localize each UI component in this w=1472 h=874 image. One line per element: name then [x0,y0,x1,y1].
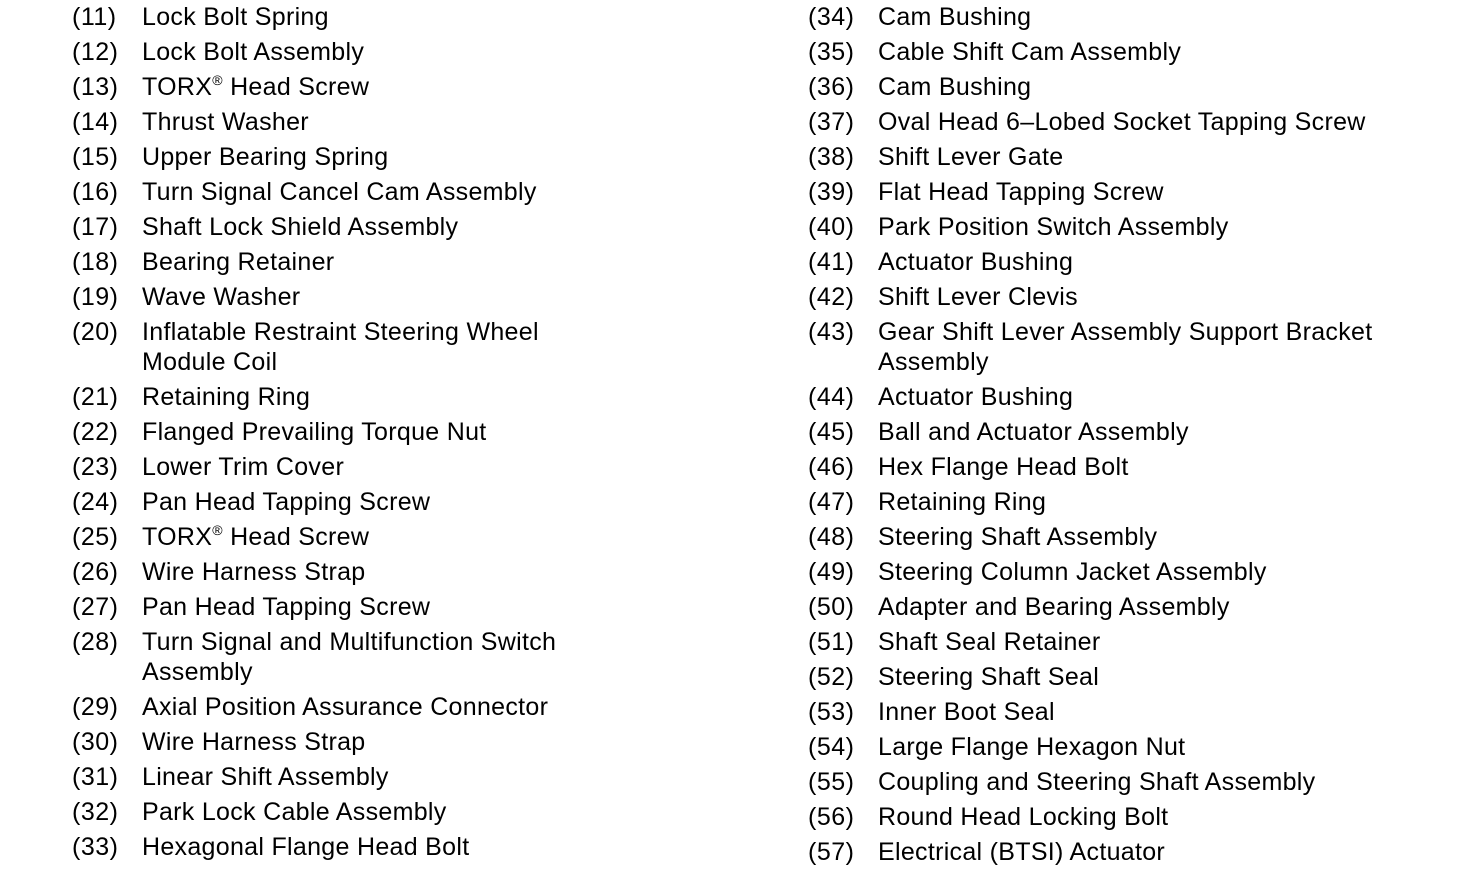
legend-item [72,247,712,277]
item-name [878,417,1448,447]
legend-item [808,247,1448,277]
item-name-text: Shift Lever Gate [878,143,1064,171]
item-name-text: Hex Flange Head Bolt [878,453,1129,481]
item-number: (30) [72,728,119,756]
item-name [142,37,712,67]
item-name [878,72,1448,102]
item-name-text: Inflatable Restraint Steering Wheel Module Coil [142,318,539,376]
item-name-text: Retaining Ring [878,488,1047,516]
item-name [142,727,712,757]
legend-item [72,382,712,412]
item-name-text: Lower Trim Cover [142,453,345,481]
item-number: (15) [72,143,119,171]
item-name-text: Adapter and Bearing Assembly [878,593,1230,621]
item-name-text: Park Lock Cable Assembly [142,798,447,826]
legend-item [72,2,712,32]
item-name [142,522,712,552]
item-name-text: Coupling and Steering Shaft Assembly [878,768,1316,796]
item-name [142,832,712,862]
item-number: (29) [72,693,119,721]
item-name [878,522,1448,552]
item-number: (13) [72,73,119,101]
item-name [878,142,1448,172]
item-number: (17) [72,213,119,241]
item-name-text: Wave Washer [142,283,301,311]
legend-item [72,107,712,137]
item-name [142,72,712,102]
legend-item [72,832,712,862]
item-number: (21) [72,383,119,411]
legend-item [808,522,1448,552]
item-name-text: Turn Signal Cancel Cam Assembly [142,178,537,206]
legend-item [808,767,1448,797]
item-number: (38) [808,143,855,171]
item-name [142,2,712,32]
legend-item [808,732,1448,762]
item-name-text: Wire Harness Strap [142,728,366,756]
item-number: (37) [808,108,855,136]
item-number: (33) [72,833,119,861]
item-number: (36) [808,73,855,101]
item-name [878,247,1448,277]
item-name-text: Inner Boot Seal [878,698,1055,726]
item-number: (19) [72,283,119,311]
legend-item [808,557,1448,587]
item-name [878,487,1448,517]
item-number: (55) [808,768,855,796]
item-name-text: Hexagonal Flange Head Bolt [142,833,470,861]
item-name [142,107,712,137]
item-name-text: Actuator Bushing [878,383,1074,411]
item-number: (43) [808,318,855,346]
item-name [142,627,592,687]
item-name-text: Axial Position Assurance Connector [142,693,549,721]
item-number: (35) [808,38,855,66]
item-number: (23) [72,453,119,481]
item-number: (24) [72,488,119,516]
item-number: (16) [72,178,119,206]
legend-item [808,177,1448,207]
legend-item [808,72,1448,102]
item-name-text: Retaining Ring [142,383,311,411]
item-name-text: Shaft Lock Shield Assembly [142,213,459,241]
item-name [878,107,1448,137]
item-name-text: Pan Head Tapping Screw [142,593,431,621]
item-name [142,592,712,622]
item-name-text: Steering Column Jacket Assembly [878,558,1267,586]
legend-item [808,212,1448,242]
legend-item [72,592,712,622]
item-name-text: Oval Head 6–Lobed Socket Tapping Screw [878,108,1366,136]
item-name [878,557,1448,587]
item-name [878,177,1448,207]
legend-item [72,417,712,447]
legend-item [72,177,712,207]
item-number: (28) [72,628,119,656]
legend-item [808,837,1448,867]
item-number: (20) [72,318,119,346]
legend-item [72,282,712,312]
legend-item [808,142,1448,172]
item-name [142,762,712,792]
item-name-suffix: Head Screw [222,523,370,551]
item-number: (27) [72,593,119,621]
legend-item [808,627,1448,657]
legend-item [808,2,1448,32]
item-number: (22) [72,418,119,446]
item-name-text: TORX [142,73,213,101]
item-number: (32) [72,798,119,826]
legend-item [808,592,1448,622]
legend-item [72,522,712,552]
legend-item [72,692,712,722]
item-name [878,697,1448,727]
legend-item [808,802,1448,832]
item-number: (51) [808,628,855,656]
legend-item [808,382,1448,412]
item-name-text: Lock Bolt Assembly [142,38,365,66]
legend-item [808,107,1448,137]
item-name [142,382,712,412]
item-name [878,317,1438,377]
legend-item [72,557,712,587]
item-name [878,282,1448,312]
legend-item [72,37,712,67]
item-name-text: Large Flange Hexagon Nut [878,733,1186,761]
item-name [142,417,712,447]
item-name-text: Turn Signal and Multifunction Switch Assembly [142,628,557,686]
legend-item [808,37,1448,67]
item-name-text: Pan Head Tapping Screw [142,488,431,516]
legend-item [808,662,1448,692]
legend-item [72,487,712,517]
legend-item [72,762,712,792]
item-name [878,837,1448,867]
registered-mark: ® [212,72,223,88]
legend-item [808,317,1448,377]
parts-legend-right-column [808,2,1448,872]
item-name-text: Thrust Washer [142,108,309,136]
legend-item [72,142,712,172]
legend-item [72,797,712,827]
item-name [142,177,712,207]
item-number: (46) [808,453,855,481]
item-number: (14) [72,108,119,136]
legend-item [72,72,712,102]
item-name-text: Flat Head Tapping Screw [878,178,1164,206]
item-name-text: Park Position Switch Assembly [878,213,1229,241]
registered-mark: ® [212,522,223,538]
legend-item [808,282,1448,312]
item-number: (48) [808,523,855,551]
item-number: (52) [808,663,855,691]
item-name-text: Cam Bushing [878,3,1032,31]
item-number: (57) [808,838,855,866]
item-name-suffix: Head Screw [222,73,370,101]
item-number: (42) [808,283,855,311]
legend-item [808,697,1448,727]
item-number: (54) [808,733,855,761]
item-name [142,317,592,377]
item-number: (41) [808,248,855,276]
item-name [142,212,712,242]
legend-item [72,627,712,687]
item-name [878,592,1448,622]
item-name-text: Steering Shaft Seal [878,663,1100,691]
item-name-text: Upper Bearing Spring [142,143,389,171]
item-name [142,557,712,587]
item-name [878,732,1448,762]
item-name [142,142,712,172]
legend-item [808,487,1448,517]
item-name [878,2,1448,32]
item-name-text: Ball and Actuator Assembly [878,418,1189,446]
item-name [142,247,712,277]
legend-item [72,317,712,377]
legend-item [72,212,712,242]
item-number: (31) [72,763,119,791]
item-name-text: Linear Shift Assembly [142,763,389,791]
item-number: (53) [808,698,855,726]
item-number: (18) [72,248,119,276]
item-name-text: Cam Bushing [878,73,1032,101]
item-number: (25) [72,523,119,551]
item-name-text: Electrical (BTSI) Actuator [878,838,1166,866]
item-name [878,452,1448,482]
item-name-text: Gear Shift Lever Assembly Support Bracket Assembly [878,318,1373,376]
item-number: (11) [72,3,117,31]
item-number: (44) [808,383,855,411]
item-name-text: Lock Bolt Spring [142,3,329,31]
item-name [142,692,712,722]
item-name-text: Steering Shaft Assembly [878,523,1158,551]
item-number: (12) [72,38,119,66]
legend-item [808,417,1448,447]
item-number: (49) [808,558,855,586]
item-name [142,487,712,517]
item-number: (47) [808,488,855,516]
item-number: (34) [808,3,855,31]
item-name [878,767,1448,797]
item-name [142,452,712,482]
item-name-text: Bearing Retainer [142,248,335,276]
item-name-text: Shift Lever Clevis [878,283,1078,311]
item-name [878,212,1448,242]
item-number: (26) [72,558,119,586]
item-name-text: Round Head Locking Bolt [878,803,1169,831]
item-name-text: Cable Shift Cam Assembly [878,38,1182,66]
item-name-text: Flanged Prevailing Torque Nut [142,418,487,446]
item-number: (56) [808,803,855,831]
legend-item [808,452,1448,482]
item-name-text: Actuator Bushing [878,248,1074,276]
item-number: (40) [808,213,855,241]
legend-item [72,727,712,757]
item-name [878,662,1448,692]
item-name-text: Wire Harness Strap [142,558,366,586]
item-number: (50) [808,593,855,621]
item-name [142,797,712,827]
legend-item [72,452,712,482]
item-name-text: TORX [142,523,213,551]
parts-legend-left-column [72,2,712,867]
item-number: (45) [808,418,855,446]
item-name [142,282,712,312]
item-name [878,627,1448,657]
item-name [878,382,1448,412]
item-name [878,802,1448,832]
item-number: (39) [808,178,855,206]
item-name [878,37,1448,67]
item-name-text: Shaft Seal Retainer [878,628,1101,656]
